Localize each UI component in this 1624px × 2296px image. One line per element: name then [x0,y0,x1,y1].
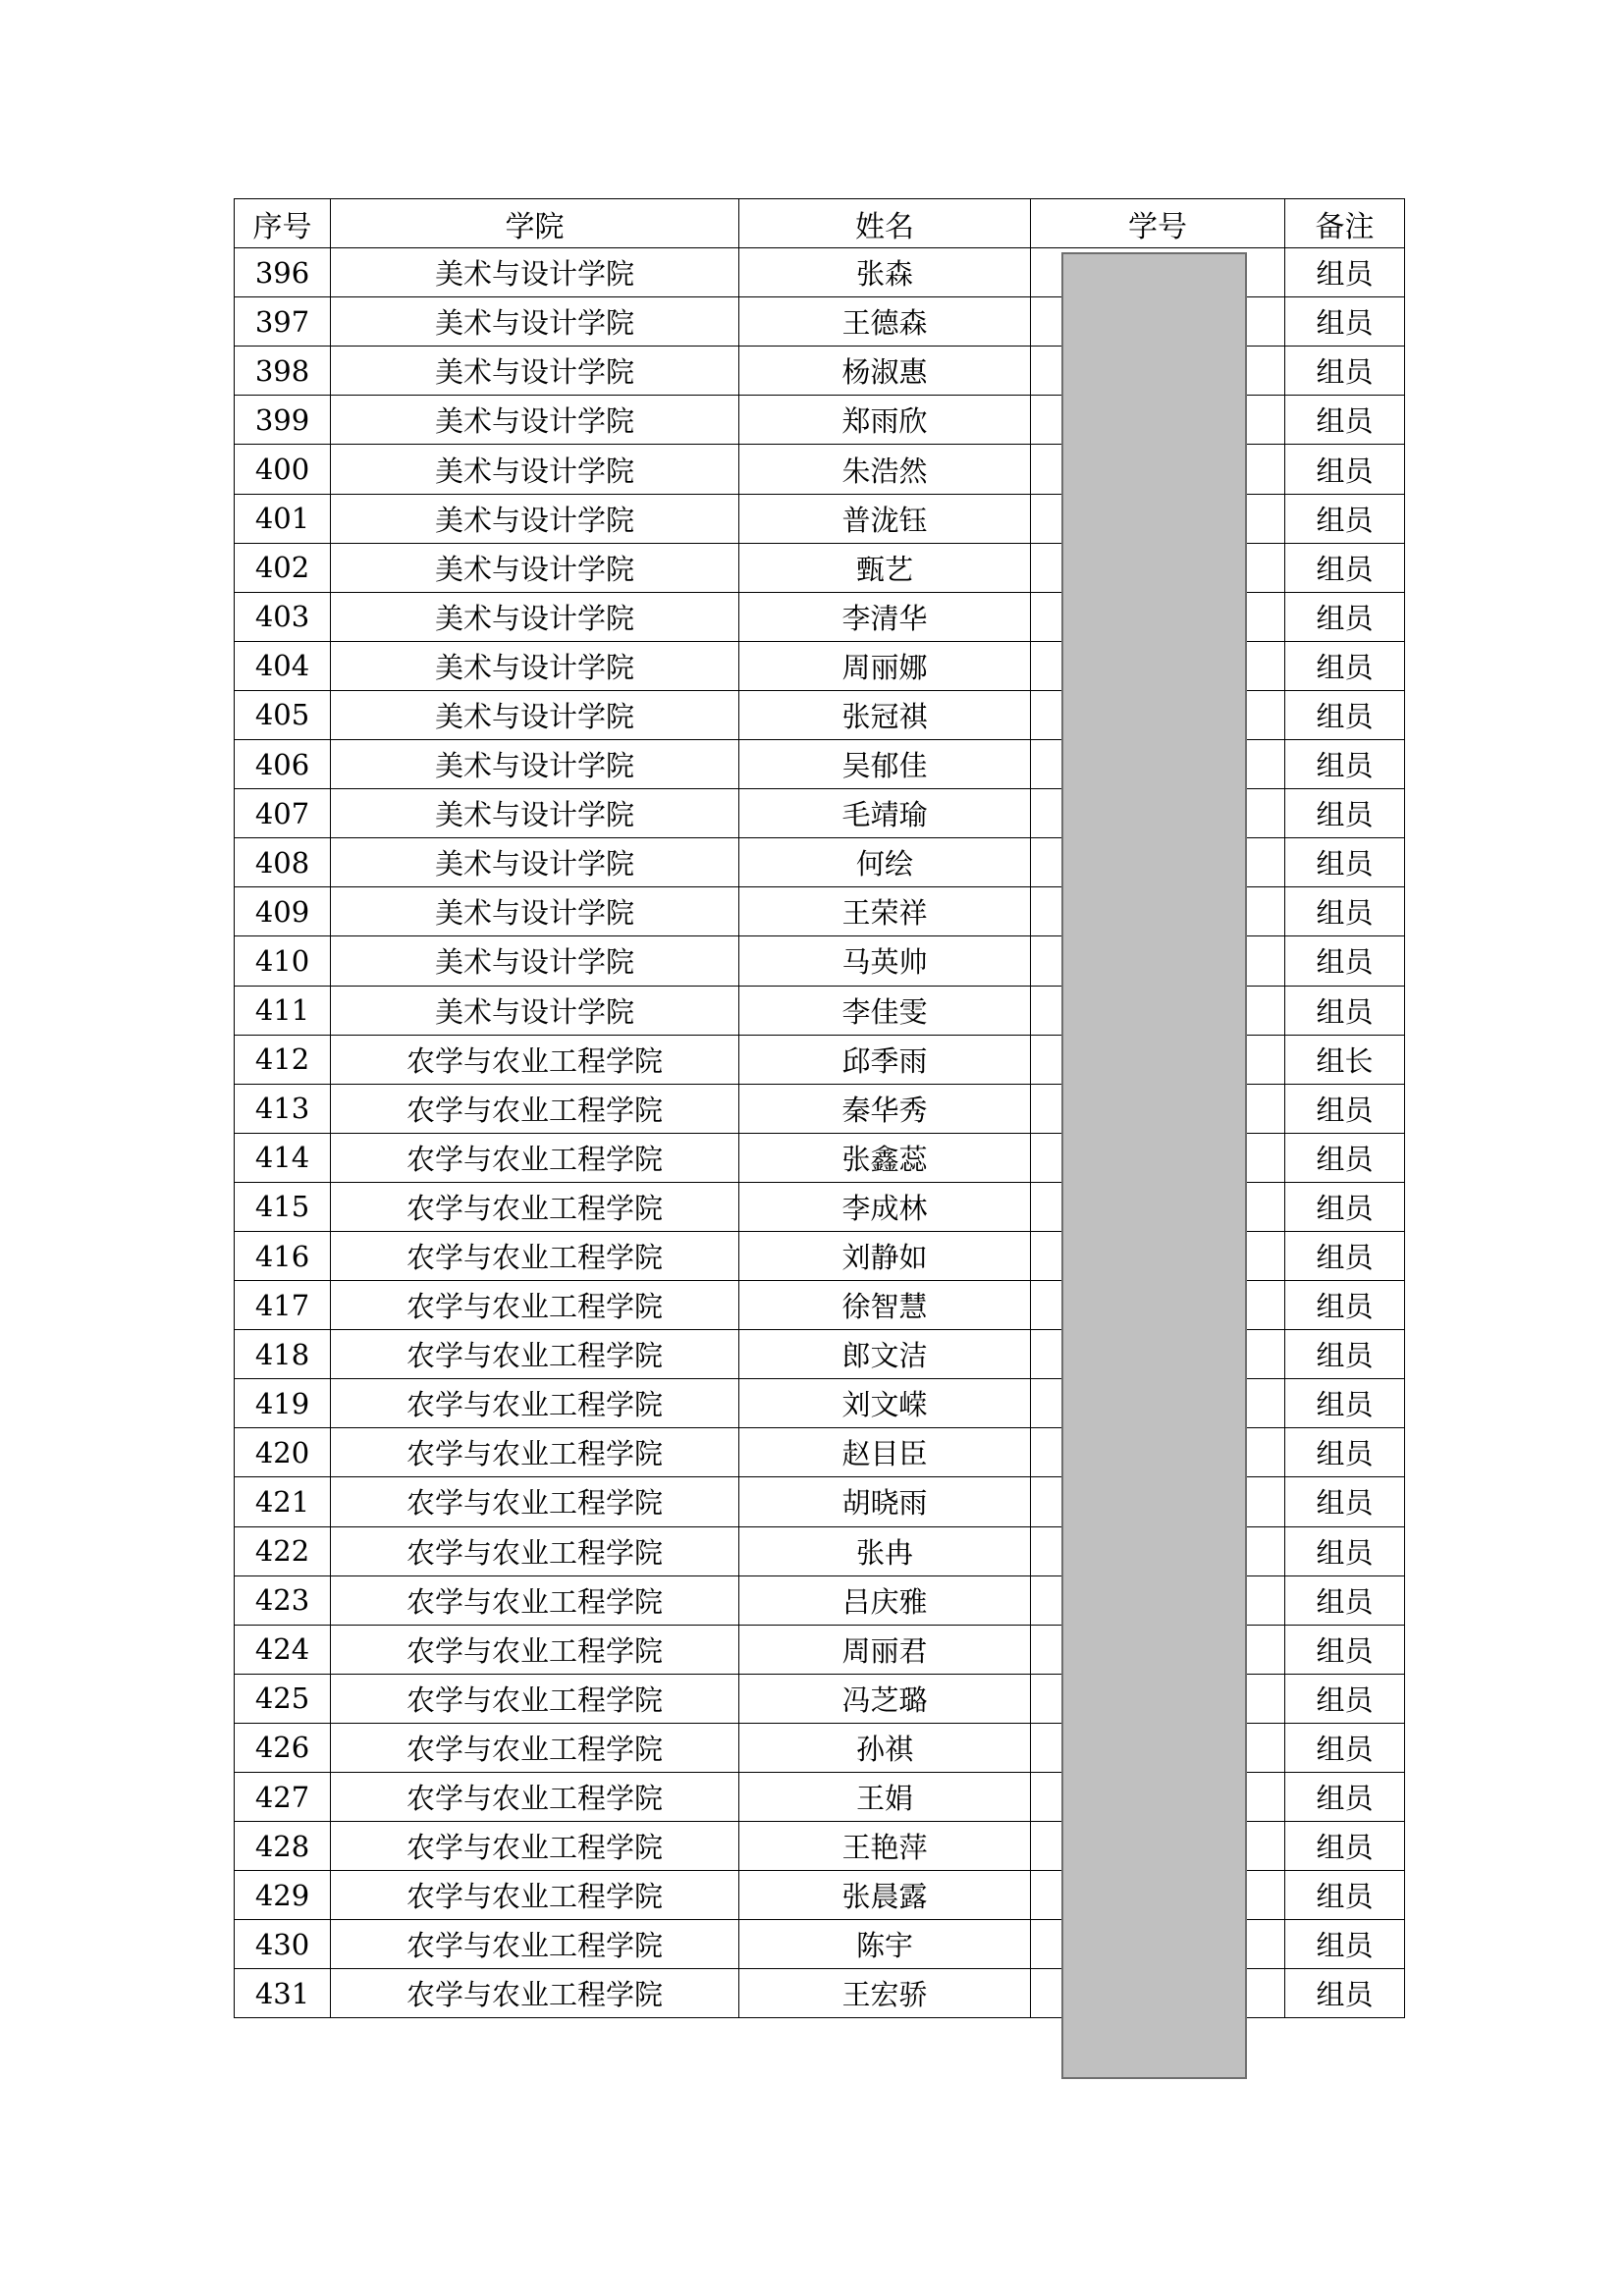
cell-index: 404 [235,641,331,690]
cell-index: 414 [235,1133,331,1182]
cell-college: 农学与农业工程学院 [331,1379,739,1428]
cell-name: 张冉 [739,1526,1031,1575]
cell-index: 420 [235,1428,331,1477]
cell-college: 农学与农业工程学院 [331,1526,739,1575]
cell-index: 403 [235,592,331,641]
cell-index: 398 [235,347,331,396]
cell-index: 429 [235,1871,331,1920]
cell-name: 邱季雨 [739,1035,1031,1084]
cell-name: 李佳雯 [739,986,1031,1035]
cell-index: 413 [235,1084,331,1133]
cell-index: 425 [235,1674,331,1723]
cell-college: 农学与农业工程学院 [331,1182,739,1231]
cell-remark: 组员 [1285,1625,1405,1674]
cell-college: 农学与农业工程学院 [331,1084,739,1133]
cell-remark: 组员 [1285,740,1405,789]
cell-college: 美术与设计学院 [331,248,739,297]
cell-name: 王德森 [739,297,1031,347]
cell-name: 吴郁佳 [739,740,1031,789]
cell-index: 410 [235,936,331,986]
cell-remark: 组员 [1285,1231,1405,1280]
cell-remark: 组员 [1285,1133,1405,1182]
cell-college: 农学与农业工程学院 [331,1428,739,1477]
cell-index: 421 [235,1477,331,1526]
cell-remark: 组员 [1285,1871,1405,1920]
cell-name: 张晨露 [739,1871,1031,1920]
cell-remark: 组员 [1285,838,1405,887]
cell-college: 农学与农业工程学院 [331,1477,739,1526]
cell-college: 农学与农业工程学院 [331,1035,739,1084]
cell-college: 美术与设计学院 [331,592,739,641]
cell-index: 401 [235,494,331,543]
cell-name: 吕庆雅 [739,1575,1031,1625]
cell-remark: 组长 [1285,1035,1405,1084]
cell-index: 415 [235,1182,331,1231]
cell-name: 普泷钰 [739,494,1031,543]
cell-remark: 组员 [1285,1575,1405,1625]
cell-college: 农学与农业工程学院 [331,1822,739,1871]
cell-college: 美术与设计学院 [331,641,739,690]
header-index: 序号 [235,199,331,248]
cell-index: 431 [235,1969,331,2018]
cell-remark: 组员 [1285,1428,1405,1477]
cell-name: 孙祺 [739,1723,1031,1772]
student-id-redaction-block [1061,252,1247,2079]
cell-name: 朱浩然 [739,445,1031,494]
cell-name: 何绘 [739,838,1031,887]
cell-name: 徐智慧 [739,1281,1031,1330]
cell-remark: 组员 [1285,1182,1405,1231]
cell-college: 美术与设计学院 [331,690,739,739]
cell-college: 农学与农业工程学院 [331,1969,739,2018]
cell-index: 408 [235,838,331,887]
cell-index: 406 [235,740,331,789]
cell-college: 美术与设计学院 [331,789,739,838]
cell-college: 美术与设计学院 [331,396,739,445]
cell-college: 美术与设计学院 [331,494,739,543]
cell-college: 农学与农业工程学院 [331,1330,739,1379]
cell-college: 农学与农业工程学院 [331,1625,739,1674]
cell-college: 农学与农业工程学院 [331,1133,739,1182]
cell-remark: 组员 [1285,347,1405,396]
cell-name: 刘静如 [739,1231,1031,1280]
cell-index: 416 [235,1231,331,1280]
cell-remark: 组员 [1285,1379,1405,1428]
cell-remark: 组员 [1285,789,1405,838]
cell-index: 419 [235,1379,331,1428]
cell-remark: 组员 [1285,1281,1405,1330]
cell-index: 396 [235,248,331,297]
cell-name: 陈宇 [739,1920,1031,1969]
cell-name: 李成林 [739,1182,1031,1231]
cell-name: 王宏骄 [739,1969,1031,2018]
cell-college: 美术与设计学院 [331,936,739,986]
cell-name: 王娟 [739,1773,1031,1822]
cell-name: 刘文嵘 [739,1379,1031,1428]
cell-name: 周丽娜 [739,641,1031,690]
cell-remark: 组员 [1285,986,1405,1035]
cell-college: 美术与设计学院 [331,445,739,494]
cell-remark: 组员 [1285,248,1405,297]
cell-name: 李清华 [739,592,1031,641]
cell-index: 412 [235,1035,331,1084]
cell-remark: 组员 [1285,690,1405,739]
cell-index: 407 [235,789,331,838]
cell-college: 农学与农业工程学院 [331,1575,739,1625]
cell-remark: 组员 [1285,1674,1405,1723]
cell-index: 424 [235,1625,331,1674]
cell-index: 418 [235,1330,331,1379]
cell-college: 农学与农业工程学院 [331,1920,739,1969]
cell-name: 毛靖瑜 [739,789,1031,838]
cell-name: 张鑫蕊 [739,1133,1031,1182]
cell-remark: 组员 [1285,1526,1405,1575]
cell-name: 张森 [739,248,1031,297]
cell-index: 405 [235,690,331,739]
cell-remark: 组员 [1285,396,1405,445]
cell-college: 美术与设计学院 [331,838,739,887]
cell-remark: 组员 [1285,1920,1405,1969]
cell-college: 美术与设计学院 [331,347,739,396]
cell-college: 美术与设计学院 [331,740,739,789]
cell-index: 423 [235,1575,331,1625]
cell-remark: 组员 [1285,936,1405,986]
cell-college: 美术与设计学院 [331,887,739,936]
cell-remark: 组员 [1285,1822,1405,1871]
cell-name: 郎文洁 [739,1330,1031,1379]
cell-name: 郑雨欣 [739,396,1031,445]
cell-college: 农学与农业工程学院 [331,1674,739,1723]
header-row [235,199,1405,248]
cell-college: 美术与设计学院 [331,297,739,347]
header-remark: 备注 [1285,199,1405,248]
cell-remark: 组员 [1285,445,1405,494]
cell-college: 农学与农业工程学院 [331,1723,739,1772]
cell-college: 美术与设计学院 [331,986,739,1035]
cell-index: 411 [235,986,331,1035]
cell-index: 428 [235,1822,331,1871]
header-student-id: 学号 [1031,199,1285,248]
cell-name: 张冠祺 [739,690,1031,739]
cell-name: 赵目臣 [739,1428,1031,1477]
cell-remark: 组员 [1285,1773,1405,1822]
cell-remark: 组员 [1285,1477,1405,1526]
cell-remark: 组员 [1285,297,1405,347]
cell-remark: 组员 [1285,1084,1405,1133]
cell-index: 417 [235,1281,331,1330]
cell-college: 美术与设计学院 [331,543,739,592]
cell-name: 王艳萍 [739,1822,1031,1871]
cell-index: 430 [235,1920,331,1969]
cell-remark: 组员 [1285,1969,1405,2018]
cell-college: 农学与农业工程学院 [331,1231,739,1280]
cell-name: 胡晓雨 [739,1477,1031,1526]
header-name: 姓名 [739,199,1031,248]
cell-index: 397 [235,297,331,347]
cell-index: 422 [235,1526,331,1575]
cell-name: 杨淑惠 [739,347,1031,396]
cell-remark: 组员 [1285,1330,1405,1379]
cell-college: 农学与农业工程学院 [331,1871,739,1920]
cell-index: 427 [235,1773,331,1822]
cell-name: 王荣祥 [739,887,1031,936]
cell-remark: 组员 [1285,494,1405,543]
cell-name: 秦华秀 [739,1084,1031,1133]
cell-remark: 组员 [1285,641,1405,690]
cell-name: 马英帅 [739,936,1031,986]
cell-name: 冯芝璐 [739,1674,1031,1723]
cell-name: 周丽君 [739,1625,1031,1674]
cell-index: 399 [235,396,331,445]
cell-index: 402 [235,543,331,592]
cell-remark: 组员 [1285,887,1405,936]
cell-college: 农学与农业工程学院 [331,1773,739,1822]
cell-index: 409 [235,887,331,936]
cell-college: 农学与农业工程学院 [331,1281,739,1330]
cell-remark: 组员 [1285,543,1405,592]
cell-index: 400 [235,445,331,494]
cell-remark: 组员 [1285,592,1405,641]
header-college: 学院 [331,199,739,248]
cell-name: 甄艺 [739,543,1031,592]
cell-remark: 组员 [1285,1723,1405,1772]
cell-index: 426 [235,1723,331,1772]
